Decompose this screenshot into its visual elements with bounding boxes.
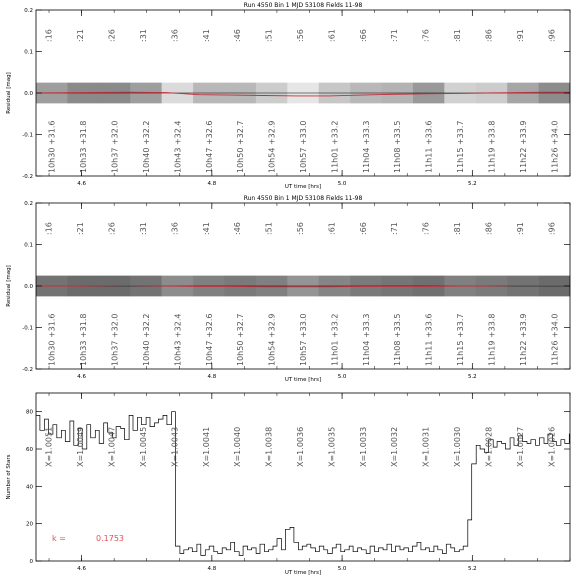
field-number: :36 bbox=[170, 222, 180, 235]
x-tick-label: 5.2 bbox=[467, 374, 477, 380]
field-coordinates: 10h33 +31.8 bbox=[79, 313, 89, 366]
airmass-label: X=1.0036 bbox=[296, 426, 305, 467]
field-number: :56 bbox=[296, 29, 305, 42]
y-tick-label: 0.0 bbox=[24, 91, 33, 97]
star-count-panel bbox=[6, 393, 570, 576]
field-coordinates: 11h08 +33.5 bbox=[393, 120, 403, 173]
y-tick-label: 0.2 bbox=[24, 201, 33, 207]
field-number: :61 bbox=[327, 222, 337, 235]
field-number: :51 bbox=[264, 29, 274, 42]
field-coordinates: 10h37 +32.0 bbox=[110, 120, 120, 173]
field-coordinates: 11h01 +33.2 bbox=[330, 120, 340, 173]
x-tick-label: 5.0 bbox=[337, 181, 347, 187]
field-number: :71 bbox=[390, 222, 400, 235]
field-coordinates: 11h22 +33.9 bbox=[518, 120, 528, 173]
field-coordinates: 10h30 +31.6 bbox=[47, 313, 57, 366]
x-tick-label: 4.6 bbox=[77, 181, 86, 187]
field-number: :21 bbox=[76, 222, 86, 235]
x-tick-label: 5.2 bbox=[467, 181, 477, 187]
field-number: :66 bbox=[358, 222, 368, 235]
field-number: :41 bbox=[201, 29, 211, 42]
field-coordinates: 10h37 +32.0 bbox=[110, 313, 120, 366]
k-value: 0.1753 bbox=[96, 534, 124, 543]
field-number: :56 bbox=[296, 222, 305, 235]
x-tick-label: 4.8 bbox=[207, 181, 217, 187]
y-tick-label: 20 bbox=[26, 521, 33, 528]
field-number: :61 bbox=[327, 29, 337, 42]
x-axis-label: UT time [hrs] bbox=[284, 184, 322, 190]
field-number: :16 bbox=[44, 222, 54, 235]
y-tick-label: 40 bbox=[26, 484, 33, 491]
field-coordinates: 11h19 +33.8 bbox=[487, 120, 497, 173]
airmass-label: X=1.0032 bbox=[390, 426, 400, 467]
field-coordinates: 10h30 +31.6 bbox=[47, 120, 57, 173]
field-coordinates: 11h04 +33.3 bbox=[361, 313, 371, 366]
field-coordinates: 10h57 +33.0 bbox=[299, 313, 308, 366]
field-coordinates: 11h19 +33.8 bbox=[487, 313, 497, 366]
field-coordinates: 10h54 +32.9 bbox=[267, 120, 277, 173]
airmass-label: X=1.0028 bbox=[484, 426, 494, 467]
field-coordinates: 11h08 +33.5 bbox=[393, 313, 403, 366]
y-tick-label: -0.2 bbox=[22, 367, 33, 373]
field-coordinates: 11h15 +33.7 bbox=[456, 313, 466, 366]
panel-title: Run 4550 Bin 1 MJD 53108 Fields 11-98 bbox=[243, 195, 363, 202]
field-number: :21 bbox=[76, 29, 86, 42]
x-axis-label: UT time [hrs] bbox=[284, 570, 322, 576]
field-coordinates: 10h54 +32.9 bbox=[267, 313, 277, 366]
field-coordinates: 11h04 +33.3 bbox=[361, 120, 371, 173]
x-tick-label: 4.6 bbox=[77, 566, 86, 572]
x-axis-label: UT time [hrs] bbox=[284, 377, 322, 383]
field-coordinates: 11h11 +33.6 bbox=[424, 120, 434, 173]
field-number: :96 bbox=[547, 29, 557, 42]
field-coordinates: 11h26 +34.0 bbox=[550, 120, 560, 173]
airmass-label: X=1.0051 bbox=[44, 426, 54, 467]
field-number: :91 bbox=[515, 222, 525, 235]
y-tick-label: 60 bbox=[26, 447, 33, 453]
y-tick-label: 80 bbox=[26, 409, 33, 416]
field-coordinates: 10h50 +32.7 bbox=[236, 120, 246, 173]
x-tick-label: 5.0 bbox=[337, 374, 347, 380]
k-label: k = bbox=[52, 534, 66, 543]
field-number: :96 bbox=[547, 222, 557, 235]
field-coordinates: 11h11 +33.6 bbox=[424, 313, 434, 366]
y-axis-label: Number of Stars bbox=[6, 454, 12, 500]
field-number: :86 bbox=[484, 222, 494, 235]
field-number: :46 bbox=[233, 29, 243, 42]
y-tick-label: 0 bbox=[29, 559, 33, 565]
y-axis-label: Residual [mag] bbox=[6, 72, 12, 114]
y-tick-label: 0.1 bbox=[24, 49, 33, 56]
x-tick-label: 5.2 bbox=[467, 566, 477, 572]
y-axis-label: Residual [mag] bbox=[6, 265, 12, 307]
field-coordinates: 10h33 +31.8 bbox=[79, 120, 89, 173]
airmass-label: X=1.0035 bbox=[327, 426, 337, 467]
x-tick-label: 5.0 bbox=[337, 566, 347, 572]
field-coordinates: 10h43 +32.4 bbox=[173, 313, 183, 366]
x-tick-label: 4.8 bbox=[207, 566, 217, 572]
field-number: :31 bbox=[138, 29, 148, 42]
residual-panel-middle bbox=[6, 195, 570, 383]
panel-title: Run 4550 Bin 1 MJD 53108 Fields 11-98 bbox=[243, 2, 363, 9]
airmass-label: X=1.0040 bbox=[233, 426, 243, 467]
field-coordinates: 10h43 +32.4 bbox=[173, 120, 183, 173]
field-number: :51 bbox=[264, 222, 274, 235]
field-number: :76 bbox=[421, 29, 431, 42]
airmass-label: X=1.0031 bbox=[421, 426, 431, 467]
field-number: :31 bbox=[138, 222, 148, 235]
field-number: :36 bbox=[170, 29, 180, 42]
airmass-label: X=1.0043 bbox=[170, 426, 180, 467]
field-number: :76 bbox=[421, 222, 431, 235]
field-number: :41 bbox=[201, 222, 211, 235]
field-number: :16 bbox=[44, 29, 54, 42]
field-coordinates: 10h57 +33.0 bbox=[299, 120, 308, 173]
field-number: :66 bbox=[358, 29, 368, 42]
y-tick-label: -0.1 bbox=[22, 325, 33, 332]
y-tick-label: -0.1 bbox=[22, 132, 33, 139]
field-coordinates: 11h15 +33.7 bbox=[456, 120, 466, 173]
airmass-label: X=1.0041 bbox=[201, 426, 211, 467]
field-number: :81 bbox=[453, 29, 463, 42]
airmass-label: X=1.0045 bbox=[138, 426, 148, 467]
field-coordinates: 11h01 +33.2 bbox=[330, 313, 340, 366]
airmass-label: X=1.0047 bbox=[107, 426, 117, 467]
field-number: :86 bbox=[484, 29, 494, 42]
airmass-label: X=1.0038 bbox=[264, 426, 274, 467]
field-number: :26 bbox=[107, 29, 117, 42]
field-coordinates: 10h50 +32.7 bbox=[236, 313, 246, 366]
field-number: :46 bbox=[233, 222, 243, 235]
y-tick-label: 0.1 bbox=[24, 242, 33, 249]
field-number: :26 bbox=[107, 222, 117, 235]
airmass-label: X=1.0027 bbox=[515, 426, 525, 467]
airmass-label: X=1.0026 bbox=[547, 426, 557, 467]
x-tick-label: 4.8 bbox=[207, 374, 217, 380]
x-tick-label: 4.6 bbox=[77, 374, 86, 380]
airmass-label: X=1.0033 bbox=[358, 426, 368, 467]
field-coordinates: 11h26 +34.0 bbox=[550, 313, 560, 366]
residual-panel-top bbox=[6, 2, 570, 190]
field-number: :71 bbox=[390, 29, 400, 42]
field-number: :91 bbox=[515, 29, 525, 42]
field-number: :81 bbox=[453, 222, 463, 235]
field-coordinates: 11h22 +33.9 bbox=[518, 313, 528, 366]
y-tick-label: 0.0 bbox=[24, 284, 33, 290]
airmass-label: X=1.0049 bbox=[76, 426, 86, 467]
field-coordinates: 10h47 +32.6 bbox=[204, 313, 214, 366]
field-coordinates: 10h40 +32.2 bbox=[141, 120, 151, 173]
y-tick-label: 0.2 bbox=[24, 8, 33, 14]
field-coordinates: 10h47 +32.6 bbox=[204, 120, 214, 173]
y-tick-label: -0.2 bbox=[22, 174, 33, 180]
field-coordinates: 10h40 +32.2 bbox=[141, 313, 151, 366]
airmass-label: X=1.0030 bbox=[453, 426, 463, 467]
